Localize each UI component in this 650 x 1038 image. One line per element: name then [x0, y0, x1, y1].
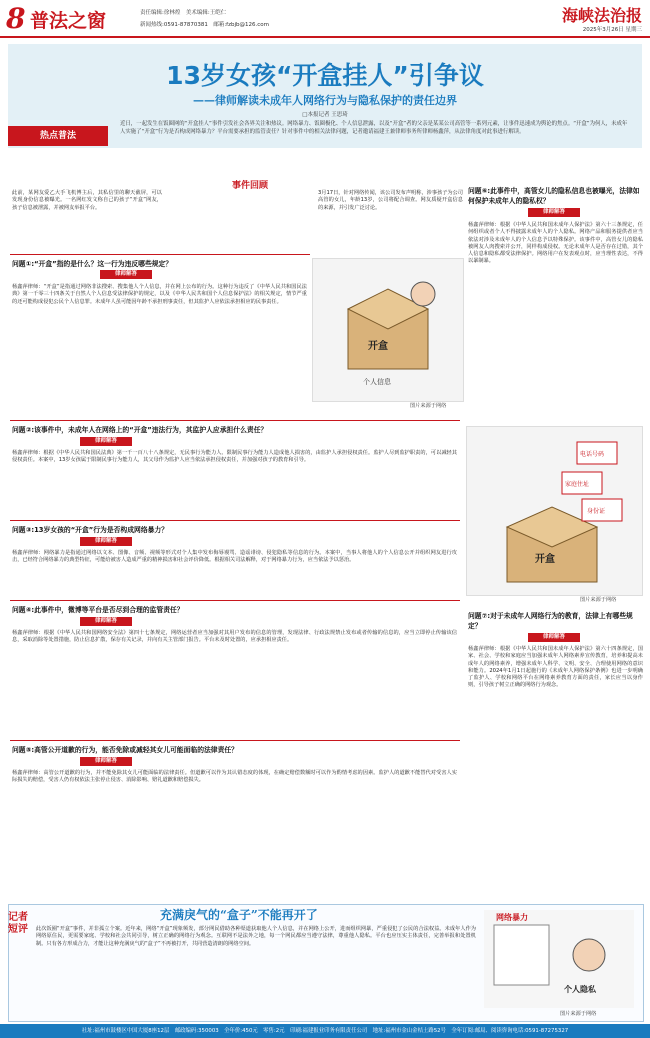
event-heading: 事件回顾 — [231, 181, 268, 191]
commentary-text: 此次饭圈“开盒”事件，并非孤立个案。近年来，网络“开盒”现象频发，部分网民借助各种渠道获取他人个人信息，并在网络上公开，进而组织网暴，严重侵犯了公民的合法权益。未成年人作为网络原住民，更需要家庭、学校和社会共同引导，树立正确的网络行为观念。互联网不是法外之地，每一个网民都应当遵守法律，尊重他人隐私。平台也应压实主体责任，完善举报和处置机制。只有各方形成合力，才能让这种充满戾气的“盒子”不再被打开，共同营造清朗的网络空间。 — [36, 926, 476, 947]
label-open-box: 开盒 — [535, 554, 555, 565]
divider — [10, 254, 310, 255]
divider — [10, 600, 460, 601]
answer-2: 杨鑫萍律师：根据《中华人民共和国民法典》第一千一百八十八条规定，无民事行为能力人、限制民事行为能力人造成他人损害的，由监护人承担侵权责任。监护人尽到监护职责的，可以减轻其侵权责任。本案中，13岁女孩属于限制民事行为能力人，其父母作为监护人应当依法承担侵权责任，并加强对孩子的教育和引导。 — [12, 450, 457, 464]
headline: 13岁女孩“开盒挂人”引争议 — [166, 61, 484, 90]
illustration-1-label: 开盒 — [368, 341, 388, 352]
contact: 新闻热线:0591-87870381 邮箱:fzbjb@126.com — [140, 22, 270, 28]
commentary-title: 充满戾气的“盒子”不能再开了 — [160, 908, 318, 922]
answer-label-6: 律师解答 — [528, 208, 580, 217]
question-7: 问题⑦:对于未成年人网络行为的教育，法律上有哪些规定？ — [468, 612, 633, 630]
cyberbully-illustration-icon — [484, 910, 634, 1008]
question-2: 问题②:该事件中，未成年人在网络上的“开盒”违法行为，其监护人应承担什么责任？ — [12, 426, 268, 434]
answer-7: 杨鑫萍律师：根据《中华人民共和国未成年人保护法》第六十四条规定，国家、社会、学校和家庭应当加强未成年人网络素养宣传教育，培养和提高未成年人的网络素养，增强未成年人科学、文明、安全、合理使用网络的意识和能力。2024年1月1日起施行的《未成年人网络保护条例》也进一步明确了监护人、学校和网络平台在网络素养教育方面的责任，家长应当以身作则，引导孩子树立正确的网络行为观念。 — [468, 646, 643, 689]
subheadline: ——律师解读未成年人网络行为与隐私保护的责任边界 — [193, 94, 457, 107]
answer-1: 杨鑫萍律师：“开盒”是指通过网络非法搜索、搜集他人个人信息，并在网上公布的行为。这种行为违反了《中华人民共和国民法典》第一千零三十四条关于自然人个人信息受法律保护的规定，以及《中华人民共和国个人信息保护法》的相关规定，情节严重的还可能构成侵犯公民个人信息罪。未成年人虽可能因年龄不承担刑事责任，但其监护人应依法承担相应的民事责任。 — [12, 284, 307, 305]
question-1: 问题①:“开盒”指的是什么？这一行为违反哪些规定？ — [12, 260, 173, 268]
label-phone: 电话号码 — [580, 451, 605, 458]
page-number: 8 — [6, 2, 26, 35]
page-footer: 社址:福州市鼓楼区中国大厦8座12层 邮政编码:350003 全年价:450元 零售:2元 印刷:福建报业印务有限责任公司 地址:福州市金山金桔土路52号 全年订阅:邮局、阅读咨询电话:0591-87275327 — [0, 1024, 650, 1038]
editors: 责任编辑:徐林煌 美术编辑:王皑仁 — [140, 10, 227, 16]
event-text-1: 此前，某网友爱乙大手飞机博主后，其私信里的聊天截屏，可以发现身份信息被曝光。一名网红发文称自己的孩子“开盒”网友，孩子信息被泄露，并被网友举报平台。 — [12, 190, 162, 211]
answer-5: 杨鑫萍律师：高管公开道歉的行为，并不能免除其女儿可能面临的法律责任。但道歉可以作为其认错态度的体现，在确定赔偿数额时可以作为酌情考虑的因素。监护人的道歉不能替代对受害人实际损失的赔偿，受害人仍有权依法主张停止侵害、消除影响、赔礼道歉和赔偿损失。 — [12, 770, 457, 784]
image-caption-3: 图片来源于网络 — [560, 1011, 597, 1017]
personal-info-illustration-icon — [467, 427, 642, 595]
paper-logo: 海峡法治报 — [561, 6, 642, 25]
answer-label: 律师解答 — [100, 270, 152, 279]
image-caption-2: 图片来源于网络 — [580, 597, 617, 603]
divider — [10, 740, 460, 741]
question-6: 问题⑥:此事件中，高管女儿的隐私信息也被曝光，法律如何保护未成年人的隐私权？ — [468, 187, 640, 205]
box-illustration-icon — [313, 259, 463, 401]
section-title: 普法之窗 — [30, 10, 107, 32]
label-id: 身份证 — [587, 508, 606, 515]
label-cyberbully: 网络暴力 — [496, 913, 528, 922]
question-5: 问题⑤:高管公开道歉的行为，能否免除或减轻其女儿可能面临的法律责任？ — [12, 746, 238, 754]
question-4: 问题④:此事件中，微博等平台是否尽到合理的监管责任？ — [12, 606, 184, 614]
answer-label-2: 律师解答 — [80, 437, 132, 446]
question-3: 问题③:13岁女孩的“开盒”行为是否构成网络暴力？ — [12, 526, 169, 534]
illustration-1 — [312, 258, 464, 402]
intro-text: 近日，一起发生在饭圈网的“开盒挂人”事件引发社会各界关注和热议。网络暴力、饭圈极化、个人信息泄露，以及“开盒”者的父亲是某某公司高管等一系列元素，让事件迅速成为舆论的焦点。“开盒”为何人，未成年人实施了“开盒”行为是否构成网络暴力？平台需要承担的监管责任？针对事件中的相关法律问题，记者邀请福建王兼律师事务所律师杨鑫萍，从法律角度对此事进行解读。 — [120, 121, 628, 135]
illustration-3 — [484, 910, 634, 1008]
label-address: 家庭住址 — [565, 481, 590, 488]
answer-6: 杨鑫萍律师：根据《中华人民共和国未成年人保护法》第六十三条规定，任何组织或者个人不得披露未成年人的个人隐私。网络产品和服务提供者应当依法对涉及未成年人的个人信息予以特殊保护。该事件中，高管女儿的隐私被网友人肉搜索并公开，同样构成侵权。无论未成年人是否存在过错，其个人信息和隐私都受法律保护。网络用户在发表观点时，应当理性表达，不得以暴制暴。 — [468, 222, 643, 265]
issue-date: 2025年3月26日 星期三 — [582, 27, 642, 33]
byline: □本报记者 王思琦 — [302, 112, 348, 118]
answer-label-7: 律师解答 — [528, 633, 580, 642]
event-text-2: 3月17日，针对网络传闻，该公司发布声明称，涉事孩子为公司高管的女儿，年龄13岁，公司将配合调查。网友质疑开盒信息的来源，并引发广泛讨论。 — [318, 190, 463, 211]
answer-label-3: 律师解答 — [80, 537, 132, 546]
answer-label-5: 律师解答 — [80, 757, 132, 766]
answer-4: 杨鑫萍律师：根据《中华人民共和国网络安全法》第四十七条规定，网络运营者应当加强对其用户发布的信息的管理，发现法律、行政法规禁止发布或者传输的信息的，应当立即停止传输该信息，采取消除等处置措施，防止信息扩散，保存有关记录，并向有关主管部门报告。平台未及时处置的，应承担相应责任。 — [12, 630, 457, 644]
image-caption-1: 图片来源于网络 — [410, 403, 447, 409]
commentary-side-label: 记者短评 — [8, 912, 28, 935]
divider — [10, 520, 460, 521]
answer-3: 杨鑫萍律师：网络暴力是指通过网络以文本、图像、音频、视频等形式对个人集中发布侮辱谩骂、造谣诽谤、侵犯隐私等信息的行为。本案中，当事人将他人的个人信息公开并组织网友进行攻击，已经符合网络暴力的典型特征，可能给被害人造成严重的精神损害和社会评价降低。根据相关司法解释，对于网络暴力行为，应当依法予以惩治。 — [12, 550, 457, 564]
illustration-1-label-2: 个人信息 — [363, 378, 391, 386]
page-header — [0, 0, 650, 38]
answer-label-4: 律师解答 — [80, 617, 132, 626]
label-privacy: 个人隐私 — [564, 985, 596, 994]
hot-topic-badge: 热点普法 — [8, 126, 108, 146]
illustration-2 — [466, 426, 643, 596]
divider — [10, 420, 460, 421]
